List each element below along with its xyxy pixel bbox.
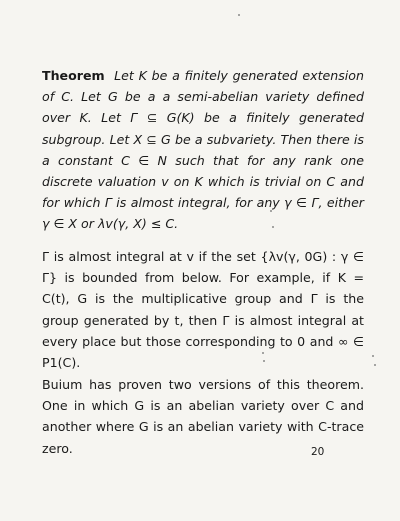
theorem-title: Theorem (42, 68, 105, 83)
scan-speck (262, 352, 264, 354)
page-number: 20 (311, 446, 325, 458)
scan-speck (374, 364, 376, 366)
scan-speck (372, 355, 374, 357)
theorem-body: Let K be a finitely generated extension of C. Let G be a a semi-abelian variety defined over K. Let Γ ⊆ G(K) be a finitely generated subgroup. Let X ⊆ G be a subvariety. Then there is a constant C ∈ N such that for any rank one discrete valuation v on K which is trivial on C and for which Γ is almost integral, for any γ ∈ Γ, either γ ∈ X or λv(γ, X) ≤ C. (42, 68, 364, 232)
theorem-statement (42, 65, 364, 235)
almost-integral-definition: Γ is almost integral at v if the set {λv(γ, 0G) : γ ∈ Γ} is bounded from below. For example, if K = C(t), G is the multiplicative group and Γ is the group generated by t, then Γ is almost integral at every place but those corresponding to 0 and ∞ ∈ P1(C). (42, 249, 364, 371)
scan-speck (238, 14, 240, 16)
buium-remark: Buium has proven two versions of this theorem. One in which G is an abelian variety over C and another where G is an abelian variety with C-trace zero. (42, 377, 364, 456)
scan-speck (263, 360, 265, 362)
scan-speck (270, 210, 272, 212)
scan-speck (272, 226, 274, 228)
